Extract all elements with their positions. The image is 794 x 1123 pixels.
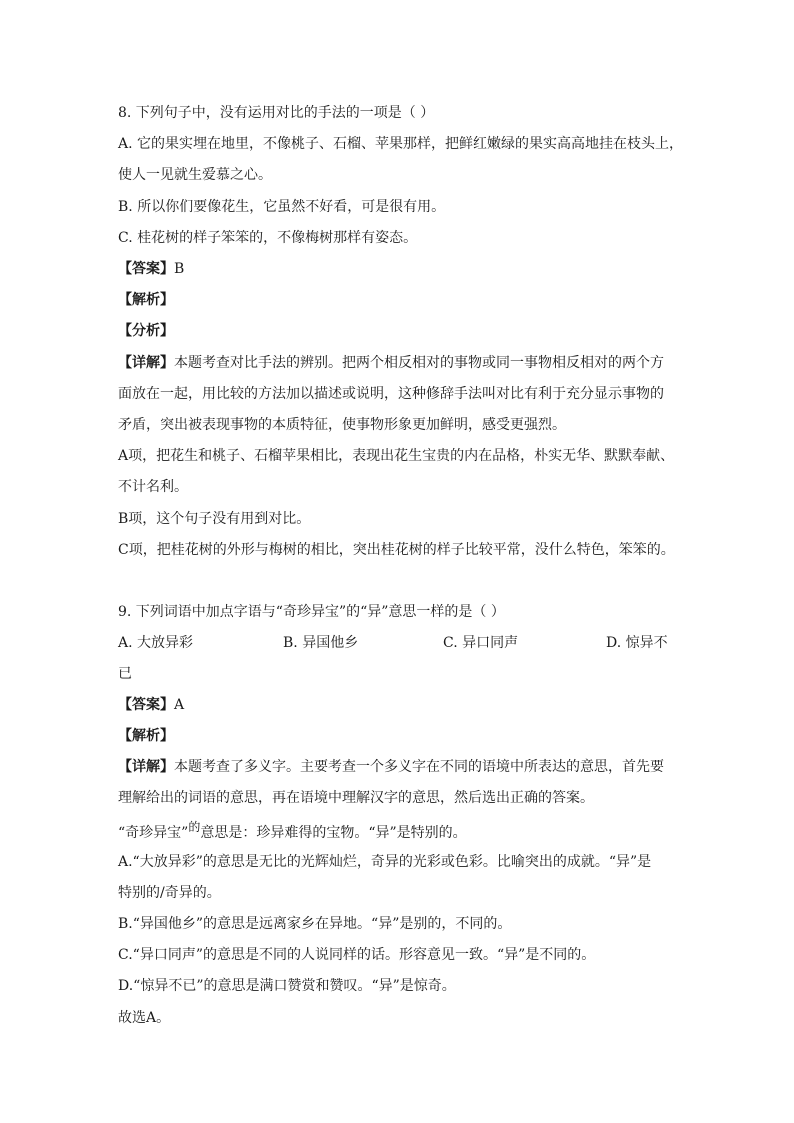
q9-answer-value: A <box>174 697 185 713</box>
q9-option-c: C. 异口同声 <box>443 635 519 651</box>
q9-option-d-wrap: 已 <box>118 666 132 682</box>
q9-detail-line2: 理解给出的词语的意思，再在语境中理解汉字的意思，然后选出正确的答案。 <box>118 790 594 806</box>
q9-option-d: D. 惊异不 <box>606 635 668 651</box>
q9-qizhen-rest: 意思是：珍异难得的宝物。“异”是特别的。 <box>200 825 467 841</box>
q8-expl-a-line2: 不计名利。 <box>118 479 188 495</box>
q9-expl-a-line2: 特别的/奇异的。 <box>118 885 221 901</box>
q9-options-row <box>118 633 698 653</box>
q8-detail-text1: 本题考查对比手法的辨别。把两个相反相对的事物或同一事物相反相对的两个方 <box>174 355 664 371</box>
q9-detail-label: 【详解】 <box>118 759 174 775</box>
q8-fenxi-label: 【分析】 <box>118 323 174 339</box>
q8-detail-label: 【详解】 <box>118 355 174 371</box>
q9-analysis-label: 【解析】 <box>118 728 174 744</box>
q8-detail-line1 <box>118 353 698 373</box>
q9-expl-d: D.“惊异不已”的意思是满口赞赏和赞叹。“异”是惊奇。 <box>118 978 456 994</box>
q9-qizhen-line <box>118 820 698 843</box>
q8-answer-label: 【答案】 <box>118 261 174 277</box>
q9-answer-label: 【答案】 <box>118 697 174 713</box>
q8-answer <box>118 259 698 279</box>
q8-option-a-line1: A. 它的果实埋在地里，不像桃子、石榴、苹果那样，把鲜红嫩绿的果实高高地挂在枝头上， <box>118 136 684 152</box>
q9-question: 9. 下列词语中加点字语与“奇珍异宝”的“异”意思一样的是（ ） <box>118 604 505 620</box>
q9-expl-c: C.“异口同声”的意思是不同的人说同样的话。形容意见一致。“异”是不同的。 <box>118 947 596 963</box>
q9-conclusion: 故选A。 <box>118 1010 171 1026</box>
q9-expl-b: B.“异国他乡”的意思是远离家乡在异地。“异”是别的，不同的。 <box>118 916 512 932</box>
q9-answer <box>118 695 698 715</box>
q8-expl-b: B项，这个句子没有用到对比。 <box>118 511 311 527</box>
q9-qizhen-word: “奇珍异宝” <box>118 825 189 841</box>
q9-qizhen-de: 的 <box>188 820 201 834</box>
q8-option-a-line2: 使人一见就生爱慕之心。 <box>118 167 272 183</box>
q8-answer-value: B <box>174 261 185 277</box>
q8-option-c: C. 桂花树的样子笨笨的，不像梅树那样有姿态。 <box>118 230 418 246</box>
q8-question: 8. 下列句子中，没有运用对比的手法的一项是（ ） <box>118 105 435 121</box>
q9-detail-line1 <box>118 757 698 777</box>
q8-expl-a-line1: A项，把花生和桃子、石榴苹果相比，表现出花生宝贵的内在品格，朴实无华、默默奉献、 <box>118 448 675 464</box>
q9-detail-text1: 本题考查了多义字。主要考查一个多义字在不同的语境中所表达的意思，首先要 <box>174 759 664 775</box>
q8-analysis-label: 【解析】 <box>118 292 174 308</box>
q9-option-b: B. 异国他乡 <box>283 635 359 651</box>
q9-option-a: A. 大放异彩 <box>118 635 194 651</box>
q8-option-b: B. 所以你们要像花生，它虽然不好看，可是很有用。 <box>118 199 446 215</box>
q9-expl-a-line1: A.“大放异彩”的意思是无比的光辉灿烂，奇异的光彩或色彩。比喻突出的成就。“异”是 <box>118 854 652 870</box>
q8-expl-c: C项，把桂花树的外形与梅树的相比，突出桂花树的样子比较平常，没什么特色，笨笨的。 <box>118 542 675 558</box>
q8-detail-line3: 矛盾，突出被表现事物的本质特征，使事物形象更加鲜明，感受更强烈。 <box>118 417 566 433</box>
q8-detail-line2: 面放在一起，用比较的方法加以描述或说明，这种修辞手法叫对比有利于充分显示事物的 <box>118 386 664 402</box>
